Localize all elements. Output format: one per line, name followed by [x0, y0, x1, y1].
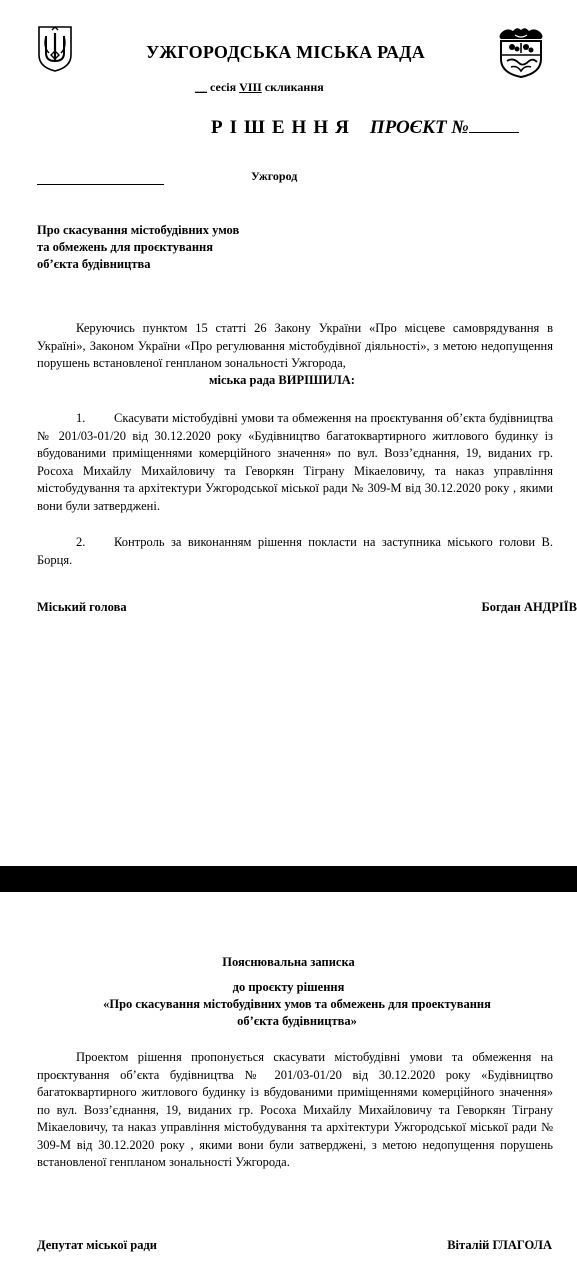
note-title: Пояснювальна записка	[222, 955, 355, 969]
subject-line-2: та обмежень для проєктування	[37, 240, 213, 254]
subject-line-1: Про скасування містобудівних умов	[37, 223, 240, 237]
deputy-name: Віталій ГЛАГОЛА	[447, 1238, 552, 1252]
decision-subject	[37, 222, 239, 273]
project-number-blank	[469, 116, 519, 133]
mayor-name: Богдан АНДРІЇВ	[481, 600, 577, 614]
convocation-label: скликання	[261, 80, 324, 94]
project-label: ПРОЄКТ №	[369, 117, 469, 138]
session-blank: __	[195, 80, 207, 94]
decision-heading	[211, 116, 519, 139]
item-1-number: 1.	[76, 411, 86, 425]
city: Ужгород	[251, 169, 298, 183]
decision-word: РІШЕННЯ	[211, 117, 356, 138]
note-paragraph	[37, 1049, 553, 1172]
item-2-number: 2.	[76, 535, 86, 549]
note-quote	[37, 996, 557, 1030]
preamble-text: Керуючись пунктом 15 статті 26 Закону України «Про місцеве самоврядування в Україні», Законом України «Про регулювання містобудівної діяльності», з метою недопущення порушень встановленої генпланом зональності Ужгорода,	[37, 321, 553, 370]
session-number: VIII	[239, 80, 262, 94]
explanatory-note-page	[0, 892, 577, 1280]
subject-line-3: об’єкта будівництва	[37, 257, 151, 271]
deputy-position: Депутат міської ради	[37, 1238, 157, 1252]
mayor-position: Міський голова	[37, 600, 127, 614]
council-title: УЖГОРОДСЬКА МІСЬКА РАДА	[146, 42, 425, 62]
item-1-text: Скасувати містобудівні умови та обмеження на проєктування об’єкта будівництва № 201/03-01/20 від 30.12.2020 року «Будівництво багатоквартирного житлового будинку із вбудованими приміщеннями комерційного значення» по вул. Возз’єднання, 19, виданих гр. Росоха Михайлу Михайловичу та Геворкян Тіграну Мікаеловичу, та наказ управління містобудування та архітектури Ужгородської міської ради № 309-М від 30.12.2020 року , якими вони були затверджені.	[37, 411, 553, 513]
note-text: Проектом рішення пропонується скасувати містобудівні умови та обмеження на проєктування об’єкта будівництва № 201/03-01/20 від 30.12.2020 року «Будівництво багатоквартирного житлового будинку із вбудованими приміщеннями комерційного значення» по вул. Возз’єднання, 19, виданих гр. Росоха Михайлу Михайловичу та Геворкян Тіграну Мікаеловичу, та наказ управління містобудування та архітектури Ужгородської міської ради № 309-М від 30.12.2020 року , якими вони були затверджені, з метою недопущення порушень встановленої генпланом зональності Ужгорода.	[37, 1050, 553, 1169]
session-line	[195, 80, 324, 95]
preamble-paragraph	[37, 320, 553, 373]
uzhhorod-coat-of-arms-icon	[493, 25, 549, 79]
resolve-line: міська рада ВИРІШИЛА:	[209, 373, 355, 387]
date-blank	[37, 170, 164, 185]
page-divider	[0, 866, 577, 892]
note-subtitle: до проєкту рішення	[232, 980, 345, 994]
ukraine-trident-icon	[37, 25, 73, 73]
decision-item-1	[37, 410, 553, 515]
item-2-text: Контроль за виконанням рішення покласти на заступника міського голови В. Борця.	[37, 535, 553, 567]
session-label: сесія	[207, 80, 240, 94]
note-quote-line-1: «Про скасування містобудівних умов та обмежень для проектування	[103, 997, 491, 1011]
decision-item-2	[37, 534, 553, 569]
note-quote-line-2: об’єкта будівництва»	[237, 1014, 357, 1028]
